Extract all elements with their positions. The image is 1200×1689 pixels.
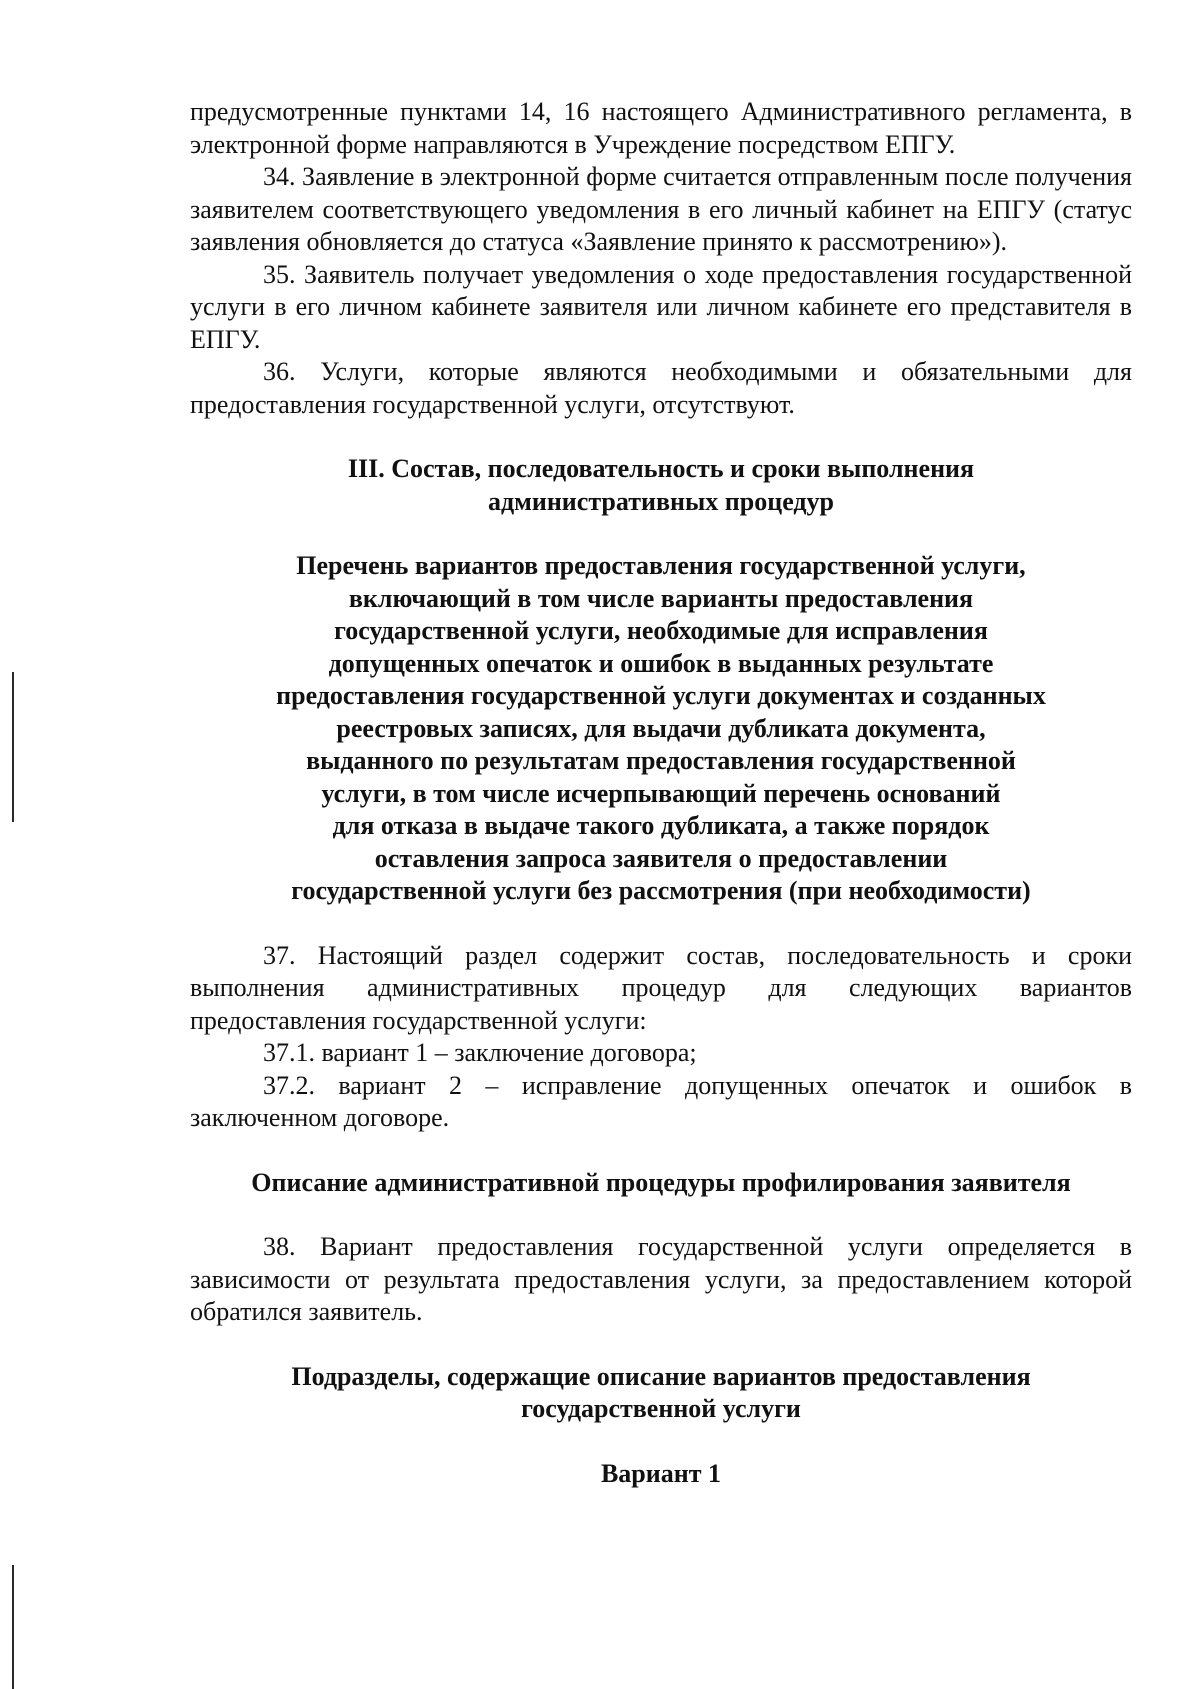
document-body [190, 96, 1132, 1490]
heading-line: административных процедур [487, 486, 835, 516]
subsections-heading [190, 1361, 1132, 1426]
heading-line: государственной услуги [521, 1394, 801, 1423]
heading-line: Перечень вариантов предоставления государственной услуги, [296, 551, 1026, 580]
paragraph-34: 34. Заявление в электронной форме считается отправленным после получения заявителем соответствующего уведомления в его личный кабинет на ЕПГУ (статус заявления обновляется до статуса «Заявление принято к рассмотрению»). [190, 162, 1132, 256]
heading-line: для отказа в выдаче такого дубликата, а также порядок [332, 811, 990, 840]
heading-line: оставления запроса заявителя о предоставлении [374, 843, 948, 873]
paragraph-37-1: 37.1. вариант 1 – заключение договора; [263, 1038, 697, 1067]
heading-line: государственной услуги без рассмотрения (при необходимости) [291, 876, 1031, 905]
paragraph-intro: предусмотренные пунктами 14, 16 настоящего Административного регламента, в электронной форме направляются в Учреждение посредством ЕПГУ. [190, 97, 1132, 159]
paragraph-37: 37. Настоящий раздел содержит состав, последовательность и сроки выполнения административных процедур для следующих вариантов предоставления государственной услуги: [190, 940, 1132, 1035]
scan-edge-mark [12, 672, 14, 822]
heading-line: Подразделы, содержащие описание вариантов предоставления [291, 1361, 1031, 1391]
heading-line: допущенных опечаток и ошибок в выданных результате [328, 648, 994, 678]
heading-line: выданного по результатам предоставления государственной [306, 746, 1016, 775]
heading-line: III. Состав, последовательность и сроки выполнения [347, 454, 975, 483]
paragraph-38: 38. Вариант предоставления государственной услуги определяется в зависимости от результата предоставления услуги, за предоставлением которой обратился заявитель. [190, 1232, 1132, 1326]
variant-1-heading: Вариант 1 [600, 1458, 722, 1488]
scan-edge-mark [12, 1565, 14, 1689]
section-iii-heading [190, 453, 1132, 518]
profiling-heading: Описание административной процедуры профилирования заявителя [251, 1167, 1071, 1197]
paragraph-35: 35. Заявитель получает уведомления о ходе предоставления государственной услуги в его личном кабинете заявителя или личном кабинете его представителя в ЕПГУ. [190, 259, 1132, 354]
heading-line: государственной услуги, необходимые для исправления [334, 616, 988, 645]
heading-line: услуги, в том числе исчерпывающий перечень оснований [321, 778, 1001, 808]
heading-line: предоставления государственной услуги документах и созданных [276, 681, 1046, 710]
paragraph-36: 36. Услуги, которые являются необходимыми и обязательными для предоставления государственной услуги, отсутствуют. [190, 357, 1132, 419]
variants-list-heading [190, 550, 1132, 908]
paragraph-37-2: 37.2. вариант 2 – исправление допущенных опечаток и ошибок в заключенном договоре. [190, 1070, 1132, 1132]
heading-line: реестровых записях, для выдачи дубликата документа, [336, 713, 986, 743]
heading-line: включающий в том числе варианты предоставления [348, 583, 974, 613]
